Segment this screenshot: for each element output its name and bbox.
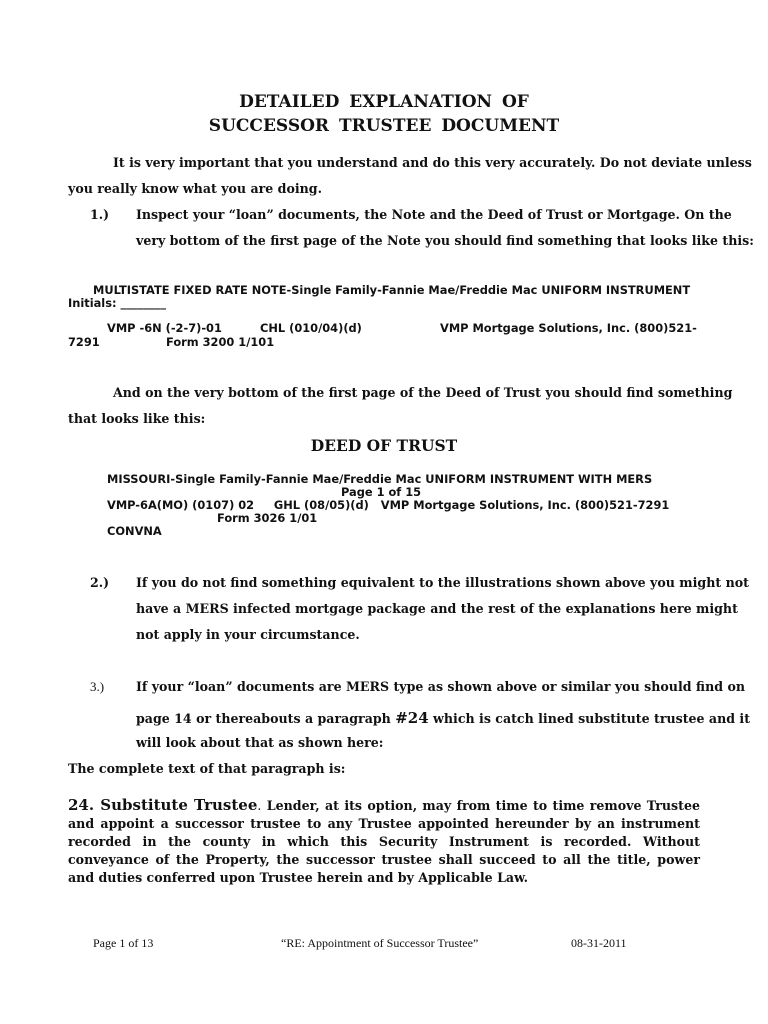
deed-sample-line-1: MISSOURI-Single Family-Fannie Mae/Freddie Mac UNIFORM INSTRUMENT WITH MERS bbox=[107, 472, 653, 486]
paragraph-24-heading: 24. Substitute Trustee bbox=[68, 796, 258, 814]
item-3-number: 3.) bbox=[90, 679, 105, 694]
item-2-line-3: not apply in your circumstance. bbox=[136, 627, 360, 642]
deed-intro-line-1: And on the very bottom of the first page of the Deed of Trust you should find something bbox=[113, 385, 733, 400]
paragraph-24-dot: . bbox=[257, 798, 262, 813]
item-3-line-2 bbox=[136, 709, 750, 727]
note-sample-line-4b: Form 3200 1/101 bbox=[166, 335, 275, 349]
note-sample-line-4a: 7291 bbox=[68, 335, 100, 349]
footer-subject: “RE: Appointment of Successor Trustee” bbox=[281, 936, 479, 950]
intro-line-1: It is very important that you understand and do this very accurately. Do not deviate unless bbox=[113, 155, 752, 170]
deed-sample-line-3: VMP-6A(MO) (0107) 02 GHL (08/05)(d) VMP Mortgage Solutions, Inc. (800)521-7291 bbox=[107, 498, 670, 512]
paragraph-24 bbox=[68, 796, 700, 887]
complete-text-label: The complete text of that paragraph is: bbox=[68, 761, 346, 776]
note-sample-line-3b: CHL (010/04)(d) bbox=[260, 321, 362, 335]
item-3-line-3: will look about that as shown here: bbox=[136, 735, 384, 750]
item-3-line-2-end: which is catch lined substitute trustee and it bbox=[428, 711, 751, 726]
note-sample-line-3a: VMP -6N (-2-7)-01 bbox=[107, 321, 222, 335]
deed-heading: DEED OF TRUST bbox=[310, 436, 458, 455]
deed-intro-line-2: that looks like this: bbox=[68, 411, 206, 426]
intro-line-2: you really know what you are doing. bbox=[68, 181, 322, 196]
item-2-line-1: If you do not find something equivalent to the illustrations shown above you might not bbox=[136, 575, 749, 590]
deed-sample-line-4: Form 3026 1/01 bbox=[217, 511, 318, 525]
paragraph-number-ref: #24 bbox=[395, 709, 429, 727]
item-3-line-2-start: page 14 or thereabouts a paragraph bbox=[136, 711, 396, 726]
item-3-line-1: If your “loan” documents are MERS type as shown above or similar you should find on bbox=[136, 679, 745, 694]
footer-page-number: Page 1 of 13 bbox=[93, 936, 154, 950]
paragraph-24-body: Lender, at its option, may from time to time remove Trustee and appoint a successor trustee to any Trustee appointed hereunder by an instrument recorded in the county in which this Security Instrument is recorded. Without conveyance of the Property, the successor trustee shall succeed to all the title, power and duties conferred upon Trustee herein and by Applicable Law. bbox=[68, 798, 700, 885]
note-sample-line-1: MULTISTATE FIXED RATE NOTE-Single Family-Fannie Mae/Freddie Mac UNIFORM INSTRUMENT bbox=[93, 283, 691, 297]
title-line-1: DETAILED EXPLANATION OF bbox=[239, 92, 529, 112]
item-2-number: 2.) bbox=[90, 575, 110, 590]
footer-date: 08-31-2011 bbox=[571, 936, 627, 950]
item-1-number: 1.) bbox=[90, 207, 110, 222]
deed-sample-line-5: CONVNA bbox=[107, 524, 162, 538]
deed-sample-line-2: Page 1 of 15 bbox=[341, 485, 422, 499]
item-2-line-2: have a MERS infected mortgage package and the rest of the explanations here might bbox=[136, 601, 738, 616]
note-sample-line-3c: VMP Mortgage Solutions, Inc. (800)521- bbox=[440, 321, 697, 335]
item-1-line-2: very bottom of the first page of the Note you should find something that looks like this: bbox=[136, 233, 754, 248]
title-line-2: SUCCESSOR TRUSTEE DOCUMENT bbox=[208, 116, 560, 136]
item-1-line-1: Inspect your “loan” documents, the Note and the Deed of Trust or Mortgage. On the bbox=[136, 207, 732, 222]
note-sample-line-2: Initials: ________ bbox=[68, 296, 167, 310]
